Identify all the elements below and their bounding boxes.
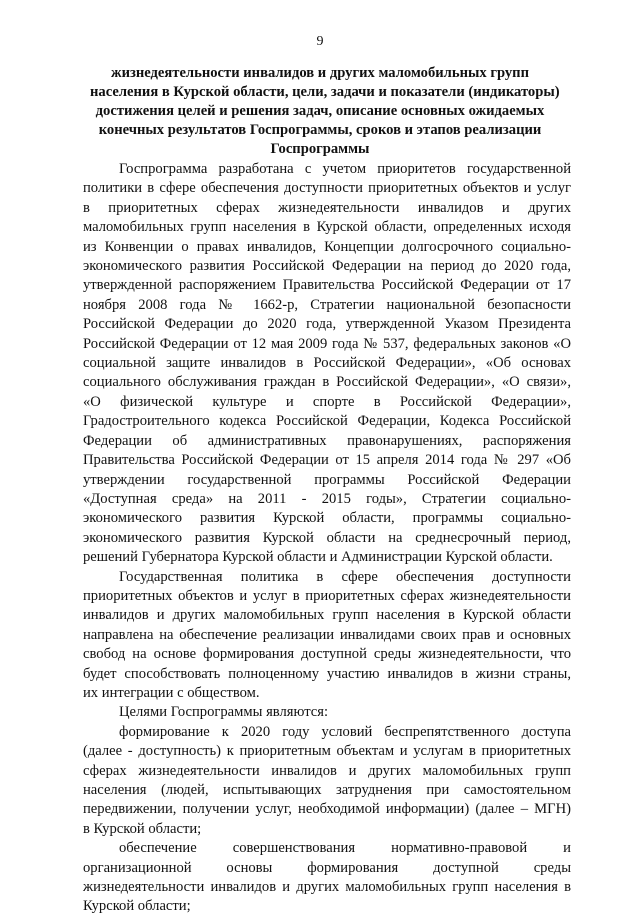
paragraph-line: направлена на обеспечение реализации инвалидами своих прав и основных bbox=[83, 626, 571, 643]
paragraph-line: формирование к 2020 году условий беспрепятственного доступа bbox=[119, 723, 571, 740]
paragraph-line: (далее - доступность) к приоритетным объектам и услугам в приоритетных bbox=[83, 743, 571, 760]
paragraph-line: Градостроительного кодекса Российской Федерации, Кодекса Российской bbox=[83, 413, 571, 430]
paragraph-line: Федерации об административных правонарушениях, распоряжения bbox=[83, 432, 571, 449]
paragraph-line: социального обслуживания граждан в Российской Федерации», «О связи», bbox=[83, 374, 571, 391]
paragraph-line: передвижении, получении услуг, необходимой информации) (далее – МГН) bbox=[83, 801, 571, 818]
paragraph-line: в Курской области; bbox=[83, 820, 202, 837]
paragraph-line: политики в сфере обеспечения доступности приоритетных объектов и услуг bbox=[83, 180, 571, 197]
paragraph-line: Госпрограмма разработана с учетом приоритетов государственной bbox=[119, 161, 571, 177]
paragraph-line: Российской Федерации до 2020 года, утвержденной Указом Президента bbox=[83, 316, 571, 333]
paragraph-line: Российской Федерации от 12 мая 2009 года № 537, федеральных законов «О bbox=[83, 335, 571, 352]
paragraph-line: «Доступная среда» на 2011 - 2015 годы», Стратегии социально- bbox=[83, 490, 571, 507]
heading-line: достижения целей и решения задач, описание основных ожидаемых bbox=[95, 103, 545, 119]
paragraph-line: экономического развития Курской области на среднесрочный период, bbox=[83, 529, 571, 546]
paragraph bbox=[83, 703, 571, 722]
heading-line: Госпрограммы bbox=[270, 141, 370, 157]
paragraph-line: экономического развития Курской области, программы социально- bbox=[83, 510, 571, 527]
paragraph-line: решений Губернатора Курской области и Администрации Курской области. bbox=[83, 549, 553, 566]
paragraph-line: Целями Госпрограммы являются: bbox=[119, 704, 329, 721]
page-number: 9 bbox=[316, 34, 324, 49]
paragraph bbox=[83, 160, 571, 568]
paragraph-line: из Конвенции о правах инвалидов, Концепции долгосрочного социально- bbox=[83, 238, 571, 255]
paragraph-line: обеспечение совершенствования нормативно-правовой и bbox=[119, 840, 571, 857]
paragraph-line: их интеграции с обществом. bbox=[83, 684, 260, 701]
paragraph bbox=[83, 839, 571, 917]
heading-line: конечных результатов Госпрограммы, сроков и этапов реализации bbox=[98, 122, 542, 138]
paragraph-line: будет способствовать полноценному участию инвалидов в жизни страны, bbox=[83, 665, 571, 682]
heading-line: населения в Курской области, цели, задачи и показатели (индикаторы) bbox=[90, 84, 560, 100]
paragraph bbox=[83, 723, 571, 839]
paragraph-line: Государственная политика в сфере обеспечения доступности bbox=[119, 568, 571, 585]
paragraph-line: «О физической культуре и спорте в Российской Федерации», bbox=[83, 393, 571, 410]
heading-line: жизнедеятельности инвалидов и других маломобильных групп bbox=[110, 65, 529, 81]
paragraph-line: сферах жизнедеятельности инвалидов и других маломобильных групп bbox=[83, 762, 571, 779]
paragraph-line: маломобильных групп населения в Курской области, определенных исходя bbox=[83, 219, 571, 236]
paragraph-line: утвержденной распоряжением Правительства Российской Федерации от 17 bbox=[83, 277, 571, 294]
section-heading bbox=[90, 64, 560, 159]
paragraph-line: инвалидов и других маломобильных групп населения в Курской области bbox=[83, 607, 571, 624]
paragraph-line: социальной защите инвалидов в Российской Федерации», «Об основах bbox=[83, 355, 571, 372]
paragraph-line: населения (людей, испытывающих затруднения при самостоятельном bbox=[83, 782, 571, 798]
paragraph-line: Правительства Российской Федерации от 15 апреля 2014 года № 297 «Об bbox=[83, 452, 571, 469]
paragraph-line: утверждении государственной программы Российской Федерации bbox=[83, 471, 571, 488]
paragraph-line: приоритетных объектов и услуг в приоритетных сферах жизнедеятельности bbox=[83, 587, 571, 604]
paragraph-line: Курской области; bbox=[83, 898, 191, 915]
paragraph-line: организационной основы формирования доступной среды bbox=[83, 859, 571, 876]
paragraph-line: в приоритетных сферах жизнедеятельности инвалидов и других bbox=[83, 199, 571, 216]
body-text bbox=[83, 160, 571, 917]
paragraph-line: экономического развития Российской Федерации на период до 2020 года, bbox=[83, 258, 571, 275]
paragraph bbox=[83, 568, 571, 704]
paragraph-line: ноября 2008 года № 1662-р, Стратегии национальной безопасности bbox=[83, 296, 571, 313]
paragraph-line: свобод на основе формирования доступной среды жизнедеятельности, что bbox=[83, 646, 571, 663]
paragraph-line: жизнедеятельности инвалидов и других маломобильных групп населения в bbox=[83, 879, 571, 896]
